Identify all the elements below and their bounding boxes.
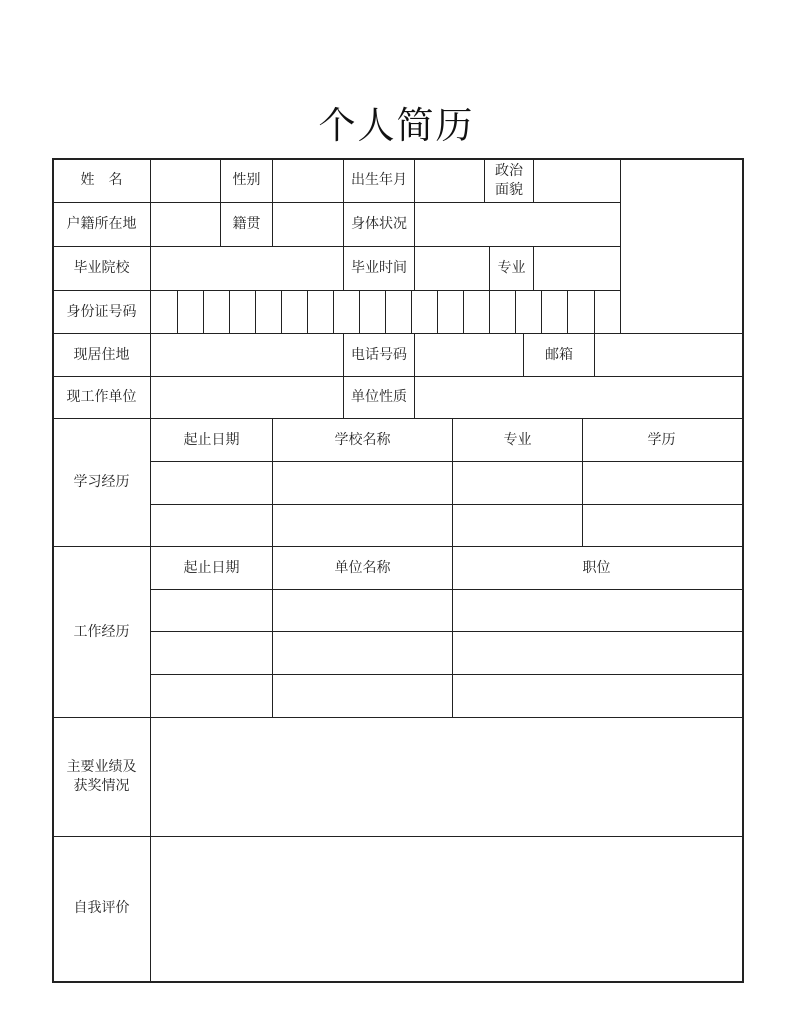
major-field[interactable] [534,247,620,290]
id-number-label: 身份证号码 [66,303,137,320]
major-label: 专业 [497,260,526,276]
page-title: 个人简历 [318,104,475,147]
address-label: 现居住地 [73,346,130,363]
work-header-dates: 起止日期 [183,559,240,576]
work-header-position: 职位 [582,559,611,576]
household-label: 户籍所在地 [66,216,137,232]
political-status-label-line1: 政治 [495,162,523,179]
graduation-time-field[interactable] [415,247,489,290]
address-field[interactable] [151,334,343,376]
health-field[interactable] [415,203,620,246]
achievements-label-line1: 主要业绩及 [66,759,137,775]
achievements-label-line2: 获奖情况 [73,778,130,794]
education-header-school: 学校名称 [334,431,391,448]
birth-date-label: 出生年月 [351,172,407,188]
school-label: 毕业院校 [73,260,130,276]
birth-date-field[interactable] [415,159,484,202]
health-label: 身体状况 [351,216,407,232]
work-header-employer: 单位名称 [334,559,391,576]
education-row[interactable] [151,462,740,504]
native-place-label: 籍贯 [232,216,261,232]
work-row[interactable] [151,675,740,717]
employer-label: 现工作单位 [66,389,137,405]
household-field[interactable] [151,203,220,246]
self-evaluation-label: 自我评价 [73,900,130,916]
education-row[interactable] [151,505,740,546]
political-status-label-line2: 面貌 [495,181,523,198]
native-place-field[interactable] [273,203,343,246]
political-status-label [485,159,533,202]
work-row[interactable] [151,590,740,631]
employer-type-label: 单位性质 [351,389,407,405]
email-field[interactable] [595,334,740,376]
work-row[interactable] [151,632,740,674]
self-evaluation-field[interactable] [151,837,740,980]
employer-type-field[interactable] [415,377,740,418]
education-header-degree: 学历 [647,431,676,448]
gender-label: 性别 [232,172,261,188]
political-status-field[interactable] [534,159,620,202]
id-number-field[interactable] [151,291,620,333]
graduation-time-label: 毕业时间 [351,260,407,276]
phone-label: 电话号码 [351,346,407,363]
achievements-label [53,718,150,836]
name-label: 姓 名 [80,172,123,188]
employer-field[interactable] [151,377,343,418]
education-header-dates: 起止日期 [183,431,240,448]
achievements-field[interactable] [151,718,740,836]
gender-field[interactable] [273,159,343,202]
school-field[interactable] [151,247,343,290]
phone-field[interactable] [415,334,523,376]
photo-area[interactable] [621,159,740,333]
name-field[interactable] [151,159,220,202]
education-header-major: 专业 [503,431,532,448]
work-section-label: 工作经历 [73,623,130,640]
education-section-label: 学习经历 [73,474,130,490]
email-label: 邮箱 [545,346,573,363]
